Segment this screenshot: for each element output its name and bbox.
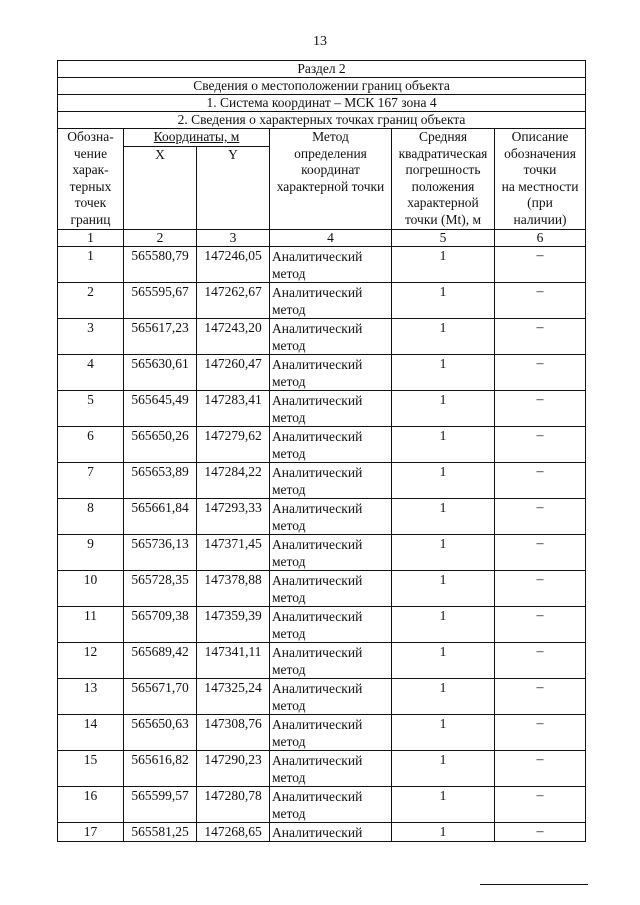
point-number: 7 (58, 462, 124, 498)
table-row (58, 498, 586, 534)
table-row (58, 606, 586, 642)
table-row (58, 750, 586, 786)
point-number: 16 (58, 786, 124, 822)
coord-x: 565599,57 (124, 786, 197, 822)
table-row (58, 390, 586, 426)
table-row (58, 642, 586, 678)
point-number: 1 (58, 246, 124, 282)
points-title: 2. Сведения о характерных точках границ объекта (58, 112, 586, 129)
mean-error: 1 (392, 246, 495, 282)
method: Аналитический метод (270, 570, 392, 606)
coord-x: 565580,79 (124, 246, 197, 282)
description: – (495, 390, 586, 426)
coord-x: 565709,38 (124, 606, 197, 642)
description: – (495, 246, 586, 282)
table-row (58, 678, 586, 714)
coord-y: 147371,45 (197, 534, 270, 570)
coord-x: 565736,13 (124, 534, 197, 570)
method: Аналитический метод (270, 534, 392, 570)
header-y: Y (197, 146, 270, 229)
coord-x: 565630,61 (124, 354, 197, 390)
coord-y: 147284,22 (197, 462, 270, 498)
column-number-row (58, 229, 586, 246)
header-mean-error: Средняя квадратическая погрешность положения характерной точки (Mt), м (392, 129, 495, 230)
coord-x: 565645,49 (124, 390, 197, 426)
method: Аналитический метод (270, 498, 392, 534)
point-number: 14 (58, 714, 124, 750)
method: Аналитический метод (270, 354, 392, 390)
coord-x: 565581,25 (124, 822, 197, 841)
point-number: 9 (58, 534, 124, 570)
mean-error: 1 (392, 498, 495, 534)
mean-error: 1 (392, 642, 495, 678)
method: Аналитический метод (270, 426, 392, 462)
description: – (495, 354, 586, 390)
point-number: 3 (58, 318, 124, 354)
footer-rule (480, 884, 588, 885)
table-row (58, 246, 586, 282)
column-number: 4 (270, 229, 392, 246)
point-number: 5 (58, 390, 124, 426)
coord-x: 565653,89 (124, 462, 197, 498)
method: Аналитический метод (270, 750, 392, 786)
table-row (58, 714, 586, 750)
page-number: 13 (313, 34, 327, 49)
method: Аналитический (270, 822, 392, 841)
column-number: 2 (124, 229, 197, 246)
point-number: 15 (58, 750, 124, 786)
header-coordinates (124, 129, 270, 147)
description: – (495, 786, 586, 822)
coord-y: 147279,62 (197, 426, 270, 462)
coord-x: 565650,26 (124, 426, 197, 462)
mean-error: 1 (392, 822, 495, 841)
description: – (495, 822, 586, 841)
method: Аналитический метод (270, 462, 392, 498)
coord-x: 565650,63 (124, 714, 197, 750)
column-number: 5 (392, 229, 495, 246)
table-row (58, 786, 586, 822)
mean-error: 1 (392, 714, 495, 750)
table-row (58, 354, 586, 390)
description: – (495, 426, 586, 462)
mean-error: 1 (392, 426, 495, 462)
mean-error: 1 (392, 354, 495, 390)
method: Аналитический метод (270, 786, 392, 822)
table-row (58, 426, 586, 462)
method: Аналитический метод (270, 390, 392, 426)
point-number: 13 (58, 678, 124, 714)
coord-y: 147268,65 (197, 822, 270, 841)
mean-error: 1 (392, 750, 495, 786)
table-row (58, 282, 586, 318)
header-x: X (124, 146, 197, 229)
method: Аналитический метод (270, 678, 392, 714)
coord-x: 565617,23 (124, 318, 197, 354)
method: Аналитический метод (270, 606, 392, 642)
point-number: 10 (58, 570, 124, 606)
method: Аналитический метод (270, 318, 392, 354)
boundary-points-table (57, 60, 586, 842)
table-row (58, 822, 586, 841)
header-description: Описание обозначения точки на местности (при наличии) (495, 129, 586, 230)
description: – (495, 462, 586, 498)
description: – (495, 606, 586, 642)
table-row (58, 570, 586, 606)
mean-error: 1 (392, 570, 495, 606)
table-row (58, 318, 586, 354)
point-number: 4 (58, 354, 124, 390)
coord-y: 147293,33 (197, 498, 270, 534)
description: – (495, 498, 586, 534)
coord-x: 565689,42 (124, 642, 197, 678)
description: – (495, 714, 586, 750)
mean-error: 1 (392, 606, 495, 642)
coord-y: 147283,41 (197, 390, 270, 426)
table-row (58, 534, 586, 570)
description: – (495, 642, 586, 678)
coord-y: 147243,20 (197, 318, 270, 354)
description: – (495, 534, 586, 570)
coord-y: 147262,67 (197, 282, 270, 318)
point-number: 17 (58, 822, 124, 841)
mean-error: 1 (392, 390, 495, 426)
point-number: 2 (58, 282, 124, 318)
coord-y: 147308,76 (197, 714, 270, 750)
header-point-designation: Обозна- чение харак- терных точек границ (58, 129, 124, 230)
mean-error: 1 (392, 318, 495, 354)
coord-y: 147260,47 (197, 354, 270, 390)
mean-error: 1 (392, 462, 495, 498)
column-number: 3 (197, 229, 270, 246)
point-number: 8 (58, 498, 124, 534)
description: – (495, 750, 586, 786)
coord-y: 147378,88 (197, 570, 270, 606)
table-row (58, 462, 586, 498)
coord-x: 565661,84 (124, 498, 197, 534)
description: – (495, 318, 586, 354)
header-coordinates-label: Координаты, м (153, 129, 240, 144)
point-number: 12 (58, 642, 124, 678)
coord-x: 565671,70 (124, 678, 197, 714)
method: Аналитический метод (270, 714, 392, 750)
section-heading: Раздел 2 (58, 61, 586, 78)
coordinate-system: 1. Система координат – МСК 167 зона 4 (58, 95, 586, 112)
point-number: 11 (58, 606, 124, 642)
coord-x: 565616,82 (124, 750, 197, 786)
section-subtitle: Сведения о местоположении границ объекта (58, 78, 586, 95)
coord-y: 147290,23 (197, 750, 270, 786)
coord-x: 565728,35 (124, 570, 197, 606)
description: – (495, 282, 586, 318)
mean-error: 1 (392, 786, 495, 822)
mean-error: 1 (392, 678, 495, 714)
description: – (495, 678, 586, 714)
mean-error: 1 (392, 534, 495, 570)
column-number: 1 (58, 229, 124, 246)
points-body (58, 246, 586, 841)
coord-y: 147325,24 (197, 678, 270, 714)
coord-x: 565595,67 (124, 282, 197, 318)
header-method: Метод определения координат характерной точки (270, 129, 392, 230)
method: Аналитический метод (270, 246, 392, 282)
mean-error: 1 (392, 282, 495, 318)
method: Аналитический метод (270, 282, 392, 318)
column-number: 6 (495, 229, 586, 246)
coord-y: 147359,39 (197, 606, 270, 642)
coord-y: 147341,11 (197, 642, 270, 678)
description: – (495, 570, 586, 606)
coord-y: 147246,05 (197, 246, 270, 282)
method: Аналитический метод (270, 642, 392, 678)
point-number: 6 (58, 426, 124, 462)
coord-y: 147280,78 (197, 786, 270, 822)
